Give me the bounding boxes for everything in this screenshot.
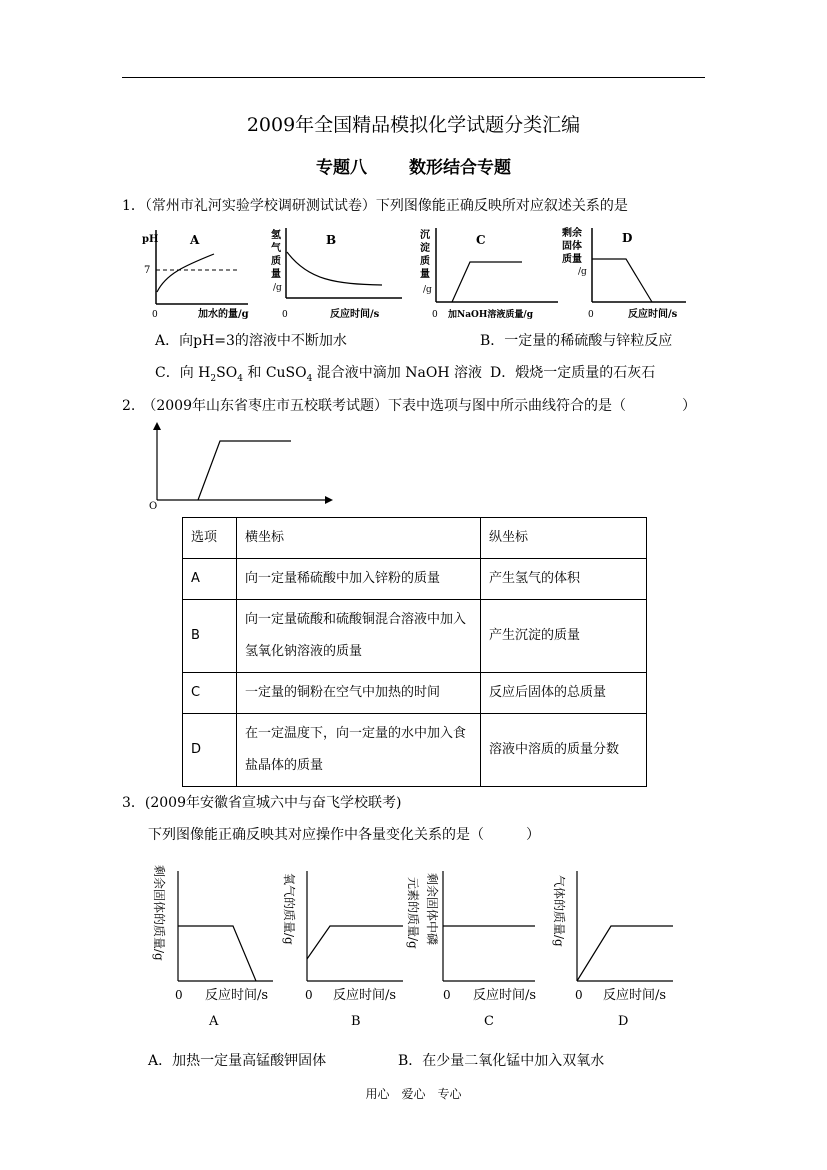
q3-option-a: A．加热一定量高锰酸钾固体 — [148, 1053, 327, 1069]
q1-option-d: D．煅烧一定质量的石灰石 — [490, 365, 656, 381]
q1b-xlabel: 反应时间/s — [330, 309, 380, 320]
q3b-origin: 0 — [305, 988, 313, 1002]
q1a-xlabel: 加水的量/g — [198, 309, 249, 320]
q1d-ylabel-3: 质量 — [562, 254, 582, 265]
q2-header-y: 纵坐标 — [481, 518, 647, 559]
q1d-origin: 0 — [588, 310, 594, 320]
q2-header-x: 横坐标 — [237, 518, 481, 559]
q3a-origin: 0 — [175, 988, 183, 1002]
q1d-ylabel-2: 固体 — [562, 241, 582, 252]
q1b-ylabel-4: 量 — [271, 269, 281, 280]
page-footer: 用心 爱心 专心 — [365, 1087, 462, 1101]
q1-graph-a — [142, 230, 249, 320]
q1-graph-b — [271, 228, 402, 320]
q3c-ylabel-2: 剩余固体中磷 — [425, 873, 439, 946]
header-rule — [122, 77, 705, 78]
q1b-letter: B — [326, 233, 337, 247]
q3-graph-c — [406, 871, 536, 1029]
q1c-ylabel-4: 量 — [420, 269, 430, 280]
q1c-xlabel: 加NaOH溶液质量/g — [448, 310, 533, 320]
q3-stem: 下列图像能正确反映其对应操作中各量变化关系的是（ ） — [148, 827, 540, 843]
page-subtitle — [0, 153, 827, 178]
q1c-origin: 0 — [432, 310, 438, 320]
q1b-ylabel-3: 质 — [271, 256, 281, 267]
q2-stem: 2. （2009年山东省枣庄市五校联考试题）下表中选项与图中所示曲线符合的是（ ） — [122, 398, 696, 414]
q3d-letter: D — [618, 1014, 629, 1029]
q1-option-b: B．一定量的稀硫酸与锌粒反应 — [480, 333, 673, 349]
q3-graph-b — [282, 871, 403, 1029]
q3b-xlabel: 反应时间/s — [333, 988, 397, 1003]
q2-graph — [145, 420, 335, 512]
q1c-ylabel-2: 淀 — [420, 243, 430, 254]
q3d-xlabel: 反应时间/s — [603, 988, 667, 1003]
q1d-ylabel-1: 剩余 — [562, 228, 582, 239]
q1c-letter: C — [476, 233, 486, 247]
q1c-ylabel-1: 沉 — [420, 230, 430, 241]
q3c-origin: 0 — [443, 988, 451, 1002]
q1b-ylabel-1: 氢 — [271, 230, 281, 241]
q1b-ylabel-2: 气 — [271, 243, 281, 254]
q1-graph-c — [419, 228, 558, 320]
q1-graphs — [130, 222, 690, 322]
q1c-ylabel-3: 质 — [420, 256, 430, 267]
table-row: D 在一定温度下，向一定量的水中加入食盐晶体的质量 溶液中溶质的质量分数 — [183, 714, 647, 787]
q3a-xlabel: 反应时间/s — [205, 988, 269, 1003]
q3-source: 3．(2009年安徽省宣城六中与奋飞学校联考) — [122, 795, 402, 811]
q1d-unit: /g — [578, 267, 587, 277]
q2-table-header-row — [183, 518, 647, 559]
q3-graphs — [145, 855, 685, 1030]
q3c-xlabel: 反应时间/s — [473, 988, 537, 1003]
q3b-letter: B — [351, 1014, 361, 1029]
q1c-unit: /g — [423, 285, 432, 295]
q2-header-option: 选项 — [183, 518, 237, 559]
page-title: 2009年全国精品模拟化学试题分类汇编 — [246, 114, 581, 136]
q1b-unit: /g — [273, 283, 282, 293]
subtitle-topic-number: 专题八 — [316, 158, 367, 178]
q3d-ylabel: 气体的质量/g — [552, 875, 566, 947]
q1d-xlabel: 反应时间/s — [628, 309, 678, 320]
q1a-origin: 0 — [152, 310, 158, 320]
q1a-ylabel: pH — [142, 234, 159, 245]
q3a-ylabel: 剩余固体的质量/g — [152, 865, 166, 961]
q2-table — [182, 517, 647, 787]
q1d-letter: D — [622, 231, 633, 245]
q3d-origin: 0 — [575, 988, 583, 1002]
subtitle-topic-name: 数形结合专题 — [409, 158, 511, 178]
q3-option-b: B．在少量二氧化锰中加入双氧水 — [398, 1053, 605, 1069]
q1b-origin: 0 — [282, 310, 288, 320]
q3a-letter: A — [209, 1014, 219, 1029]
q1a-letter: A — [190, 233, 200, 247]
q3c-letter: C — [484, 1014, 494, 1029]
q3-graph-a — [152, 865, 273, 1029]
table-row: C 一定量的铜粉在空气中加热的时间 反应后固体的总质量 — [183, 673, 647, 714]
q1-stem: 1．（常州市礼河实验学校调研测试试卷）下列图像能正确反映所对应叙述关系的是 — [122, 198, 628, 214]
q1-graph-d — [562, 226, 686, 320]
table-row: A 向一定量稀硫酸中加入锌粉的质量 产生氢气的体积 — [183, 559, 647, 600]
q1-option-a: A．向pH=3的溶液中不断加水 — [155, 333, 347, 349]
q1-option-c: C．向 $H_2SO_4$ 和 CuSO$_4$ 混合液中滴加 NaOH 溶液 — [155, 365, 482, 384]
table-row: B 向一定量硫酸和硫酸铜混合溶液中加入氢氧化钠溶液的质量 产生沉淀的质量 — [183, 600, 647, 673]
q3-graph-d — [552, 871, 673, 1029]
q2-origin: O — [149, 501, 158, 512]
q3c-ylabel-1: 元素的质量/g — [406, 877, 420, 949]
q1a-ref-value: 7 — [144, 265, 151, 276]
q3b-ylabel: 氧气的质量/g — [282, 873, 296, 945]
